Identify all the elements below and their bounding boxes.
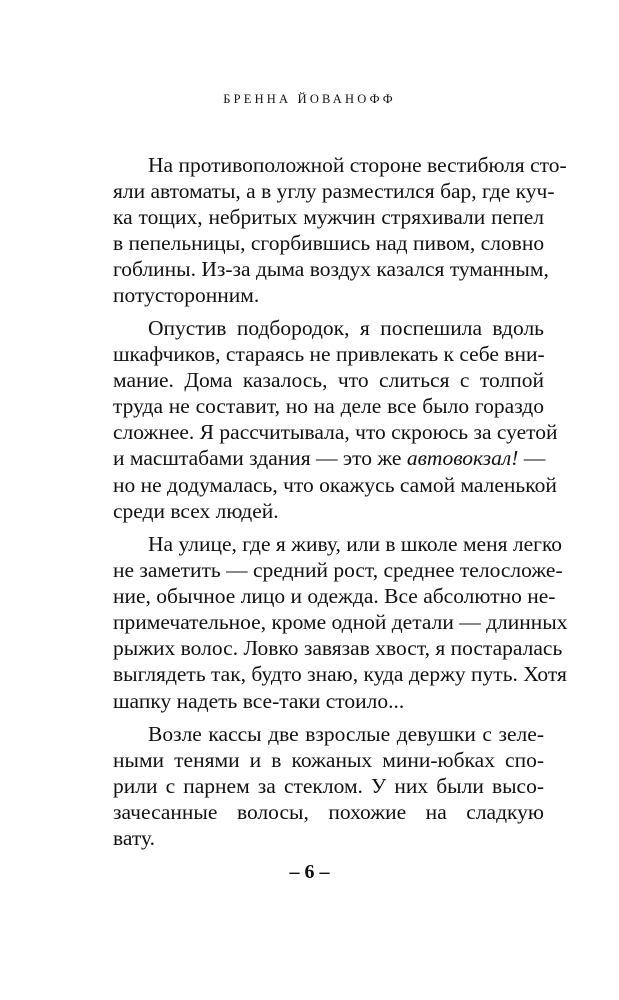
running-header-author: БРЕННА ЙОВАНОФФ (223, 92, 396, 106)
text-line: гоблины. Из-за дыма воздух казался туманным, (113, 257, 549, 282)
text-line: вату. (113, 826, 155, 851)
text-segment: и масштабами здания — это же (113, 446, 407, 471)
text-line (113, 445, 544, 471)
text-line: потусторонним. (113, 283, 260, 308)
text-line: На противоположной стороне вестибюля сто- (148, 153, 567, 177)
text-line: яли автоматы, а в углу разместился бар, где куч- (113, 179, 555, 204)
text-line: среди всех людей. (113, 498, 279, 523)
text-line: рыжих волос. Ловко завязав хвост, я постаралась (113, 636, 563, 661)
text-line: Опустив подбородок, я поспешила вдоль (148, 316, 544, 340)
text-line: ными тенями и в кожаных мини-юбках спо- (113, 748, 544, 773)
text-line: в пепельницы, сгорбившись над пивом, словно (113, 231, 545, 256)
emphasized-word: автовокзал! (406, 446, 519, 471)
text-line: не заметить — средний рост, среднее телосложе- (113, 558, 563, 583)
paragraph-1 (113, 152, 567, 309)
paragraph-4 (113, 721, 544, 851)
page-number: – 6 – (289, 861, 330, 883)
text-line: Возле кассы две взрослые девушки с зеле- (148, 722, 544, 746)
text-line: но не додумалась, что окажусь самой маленькой (113, 472, 557, 497)
text-line: рили с парнем за стеклом. У них были высо- (113, 774, 544, 799)
paragraph-3 (113, 531, 568, 714)
text-line: На улице, где я живу, или в школе меня легко (148, 532, 563, 556)
text-line: выглядеть так, будто знаю, куда держу путь. Хотя (113, 662, 567, 687)
text-line: ка тощих, небритых мужчин стряхивали пепел (113, 205, 544, 230)
text-line: сложнее. Я рассчитывала, что скроюсь за суетой (113, 420, 558, 445)
text-line: шапку надеть все-таки стоило... (113, 688, 405, 713)
text-line: труда не составит, но на деле все было гораздо (113, 394, 544, 419)
text-line: примечательное, кроме одной детали — длинных (113, 610, 568, 635)
paragraph-2 (113, 315, 558, 524)
text-segment: — (518, 446, 546, 471)
text-line: ние, обычное лицо и одежда. Все абсолютно не- (113, 584, 556, 609)
text-line: мание. Дома казалось, что слиться с толпой (113, 368, 544, 393)
text-line: зачесанные волосы, похожие на сладкую (113, 800, 544, 825)
text-line: шкафчиков, стараясь не привлекать к себе вни- (113, 342, 545, 367)
